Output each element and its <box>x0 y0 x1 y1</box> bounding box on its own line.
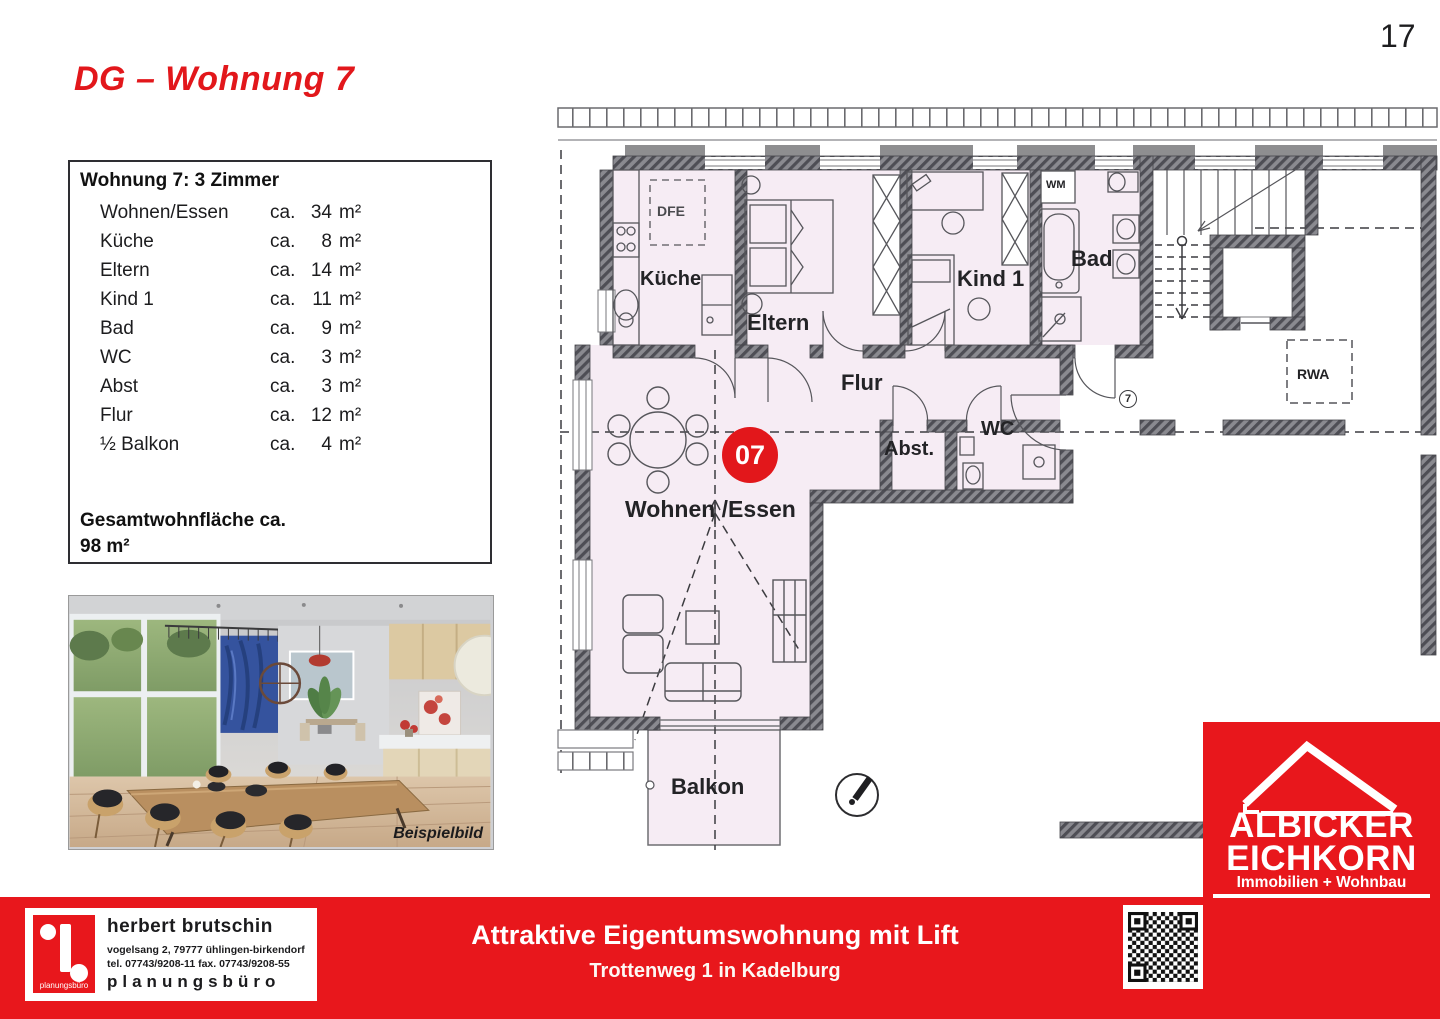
brand-block <box>1203 722 1440 1019</box>
photo-caption: Beispielbild <box>393 825 483 842</box>
example-photo <box>68 595 494 850</box>
room-label-balkon: Balkon <box>671 774 745 799</box>
annotation-wm: WM <box>1046 179 1066 191</box>
room-size-table <box>68 160 492 564</box>
brand-divider <box>1213 894 1430 898</box>
planungsbuero-name: herbert brutschin <box>107 916 273 937</box>
table-row: ½ Balkon ca. 4 m² <box>100 434 362 455</box>
page-number: 17 <box>1380 18 1416 54</box>
brand-line1: ALBICKER <box>1229 806 1414 845</box>
table-row: Flur ca. 12 m² <box>100 405 362 426</box>
footer-subline: Trottenweg 1 in Kadelburg <box>589 960 841 982</box>
annotation-rwa: RWA <box>1297 366 1330 382</box>
room-label-wc: WC <box>981 418 1015 440</box>
roof-icon <box>1203 730 1440 816</box>
room-label-flur: Flur <box>841 370 883 395</box>
interior-render <box>69 596 491 847</box>
planungsbuero-logo <box>33 915 95 993</box>
room-label-eltern: Eltern <box>747 310 810 335</box>
page-title: DG – Wohnung 7 <box>74 60 355 98</box>
svg-text:planungsbüro: planungsbüro <box>39 981 89 990</box>
planungsbuero-phones: tel. 07743/9208-11 fax. 07743/9208-55 <box>107 958 290 970</box>
table-row: Wohnen/Essen ca. 34 m² <box>100 202 362 223</box>
table-row: Kind 1 ca. 11 m² <box>100 289 362 310</box>
room-label-bad: Bad <box>1071 246 1113 271</box>
planungsbuero-word: planungsbüro <box>107 972 281 991</box>
table-row: Eltern ca. 14 m² <box>100 260 362 281</box>
total-area: Gesamtwohnfläche ca. 98 m² <box>80 510 286 557</box>
brand-tagline: Immobilien + Wohnbau <box>1236 874 1407 891</box>
brand-line2: EICHKORN <box>1226 839 1417 878</box>
table-row: Bad ca. 9 m² <box>100 318 362 339</box>
planungsbuero-card <box>25 908 317 1001</box>
room-label-kind1: Kind 1 <box>957 266 1025 291</box>
north-arrow-icon <box>836 774 878 816</box>
room-label-wohnen: Wohnen /Essen <box>625 496 796 522</box>
annotation-dfe: DFE <box>657 203 685 219</box>
room-label-kueche: Küche <box>640 268 702 290</box>
table-row: Abst ca. 3 m² <box>100 376 362 397</box>
table-row: WC ca. 3 m² <box>100 347 362 368</box>
door-number: 7 <box>1119 390 1137 408</box>
qr-code <box>1123 905 1203 989</box>
table-header: Wohnung 7: 3 Zimmer <box>80 170 280 191</box>
unit-number-badge: 07 <box>722 427 778 483</box>
footer-headline: Attraktive Eigentumswohnung mit Lift <box>471 920 959 950</box>
planungsbuero-address: vogelsang 2, 79777 ühlingen-birkendorf <box>107 944 305 956</box>
table-row: Küche ca. 8 m² <box>100 231 362 252</box>
room-label-abst: Abst. <box>884 438 934 460</box>
